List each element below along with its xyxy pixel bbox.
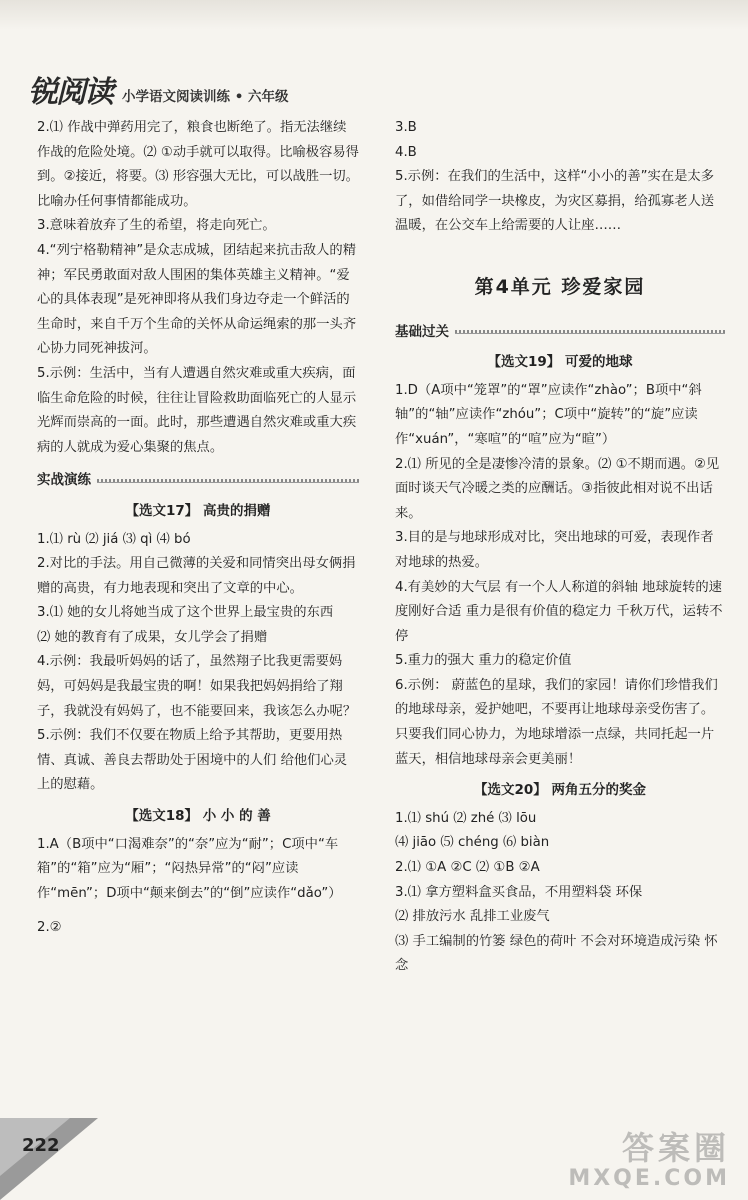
watermark-title: 答案圈 <box>621 1129 730 1167</box>
brand-logo: 锐阅读 <box>28 75 112 110</box>
page-header <box>28 70 289 110</box>
left-column <box>37 116 359 941</box>
answer-item: ⑵ 她的教育有了成果，女儿学会了捐赠 <box>37 629 268 645</box>
header-subtitle: 小学语文阅读训练 • 六年级 <box>122 89 289 105</box>
page-number: 222 <box>22 1135 60 1156</box>
answer-item: 2.对比的手法。用自己微薄的关爱和同情突出母女俩捐赠的高贵，有力地表现和突出了文章的中心。 <box>37 556 356 596</box>
answer-item: 1.⑴ shú ⑵ zhé ⑶ lōu <box>395 810 537 826</box>
section-heading-label: 基础过关 <box>395 323 449 340</box>
section-heading <box>37 468 359 493</box>
selection-title: 【选文17】 高贵的捐赠 <box>125 502 271 519</box>
answer-item: 3.B <box>395 120 417 135</box>
answer-item: 1.D（A项中“笼罩”的“罩”应读作“zhào”；B项中“斜轴”的“轴”应读作“zhóu”；C项中“旋转”的“旋”应读作“xuán”，“寒喧”的“喧”应为“暄”） <box>395 382 702 447</box>
answer-item: 2.⑴ ①A ②C ⑵ ①B ②A <box>395 860 540 876</box>
section-heading-rule <box>97 479 359 483</box>
answer-item: 4.“列宁格勒精神”是众志成城，团结起来抗击敌人的精神；军民勇敢面对敌人围困的集体英雄主义精神。“爱心的具体表现”是死神即将从我们身边夺走一个鲜活的生命时，来自千万个生命的关怀从命运绳索的那一头齐心协力同死神拔河。 <box>37 242 357 357</box>
section-heading <box>395 320 725 345</box>
answer-item: ⑷ jiāo ⑸ chéng ⑹ biàn <box>395 835 550 851</box>
answer-item: ⑵ 排放污水 乱排工业废气 <box>395 909 550 925</box>
answer-item: 4.有美妙的大气层 有一个人人称道的斜轴 地球旋转的速度刚好合适 重力是很有价值的稳定力 千秋万代，运转不停 <box>395 579 723 644</box>
answer-item: 5.示例：我们不仅要在物质上给予其帮助，更要用热情、真诚、善良去帮助处于困境中的人们 给他们心灵上的慰藉。 <box>37 728 348 793</box>
answer-item: 1.⑴ rù ⑵ jiá ⑶ qì ⑷ bó <box>37 531 191 547</box>
answer-item: 3.⑴ 她的女儿将她当成了这个世界上最宝贵的东西 <box>37 605 334 621</box>
selection-title: 【选文19】 可爱的地球 <box>487 354 633 371</box>
answer-item: 5.示例：生活中，当有人遭遇自然灾难或重大疾病，面临生命危险的时候，往往让冒险救助面临死亡的人显示光辉而崇高的一面。此时，那些遭遇自然灾难或重大疾病的人就成为爱心集聚的焦点。 <box>37 365 357 455</box>
answer-item: 6.示例： 蔚蓝色的星球，我们的家园！请你们珍惜我们的地球母亲，爱护她吧，不要再让地球母亲受伤害了。只要我们同心协力，为地球增添一点绿，共同托起一片蓝天，相信地球母亲会更美丽！ <box>395 677 718 767</box>
answer-item: 4.B <box>395 144 417 160</box>
answer-item: 5.重力的强大 重力的稳定价值 <box>395 653 572 669</box>
answer-item: ⑶ 手工编制的竹篓 绿色的荷叶 不会对环境造成污染 怀念 <box>395 933 718 974</box>
unit-title: 第4单元 珍爱家园 <box>474 275 646 298</box>
answer-item: 3.意味着放弃了生的希望，将走向死亡。 <box>37 218 276 234</box>
selection-title: 【选文18】 小 小 的 善 <box>125 808 271 825</box>
answer-item: 3.目的是与地球形成对比，突出地球的可爱，表现作者对地球的热爱。 <box>395 530 714 570</box>
selection-title: 【选文20】 两角五分的奖金 <box>474 782 646 799</box>
section-heading-label: 实战演练 <box>37 472 91 489</box>
answer-item: 3.⑴ 拿方塑料盒买食品，不用塑料袋 环保 <box>395 884 643 900</box>
answer-item: 2.② <box>37 920 62 936</box>
watermark-url: MXQE.COM <box>568 1166 730 1191</box>
right-column <box>395 116 725 979</box>
page-top-shadow <box>0 0 748 30</box>
answer-item: 4.示例：我最听妈妈的话了，虽然翔子比我更需要妈妈，可妈妈是我最宝贵的啊！如果我把妈妈捐给了翔子，我就没有妈妈了，也不能要回来，我该怎么办呢？ <box>37 654 357 719</box>
page-corner-triangle <box>0 1118 98 1200</box>
section-heading-rule <box>455 330 725 334</box>
watermark <box>568 1130 730 1192</box>
answer-item: 1.A（B项中“口渴难奈”的“奈”应为“耐”；C项中“车箱”的“箱”应为“厢”；“闷热异常”的“闷”应读作“mēn”；D项中“颠来倒去”的“倒”应读作“dǎo”） <box>37 836 342 901</box>
answer-item: 5.示例：在我们的生活中，这样“小小的善”实在是太多了，如借给同学一块橡皮，为灾区募捐，给孤寡老人送温暖，在公交车上给需要的人让座…… <box>395 169 715 234</box>
answer-item: 2.⑴ 作战中弹药用完了，粮食也断绝了。指无法继续作战的危险处境。⑵ ①动手就可以取得。比喻极容易得到。②接近，将要。⑶ 形容强大无比，可以战胜一切。比喻办任何事情都能成功。 <box>37 120 359 209</box>
answer-item: 2.⑴ 所见的全是凄惨冷清的景象。⑵ ①不期而遇。②见面时谈天气冷暖之类的应酬话。③指彼此相对说不出话来。 <box>395 456 720 521</box>
spacer <box>37 906 359 916</box>
